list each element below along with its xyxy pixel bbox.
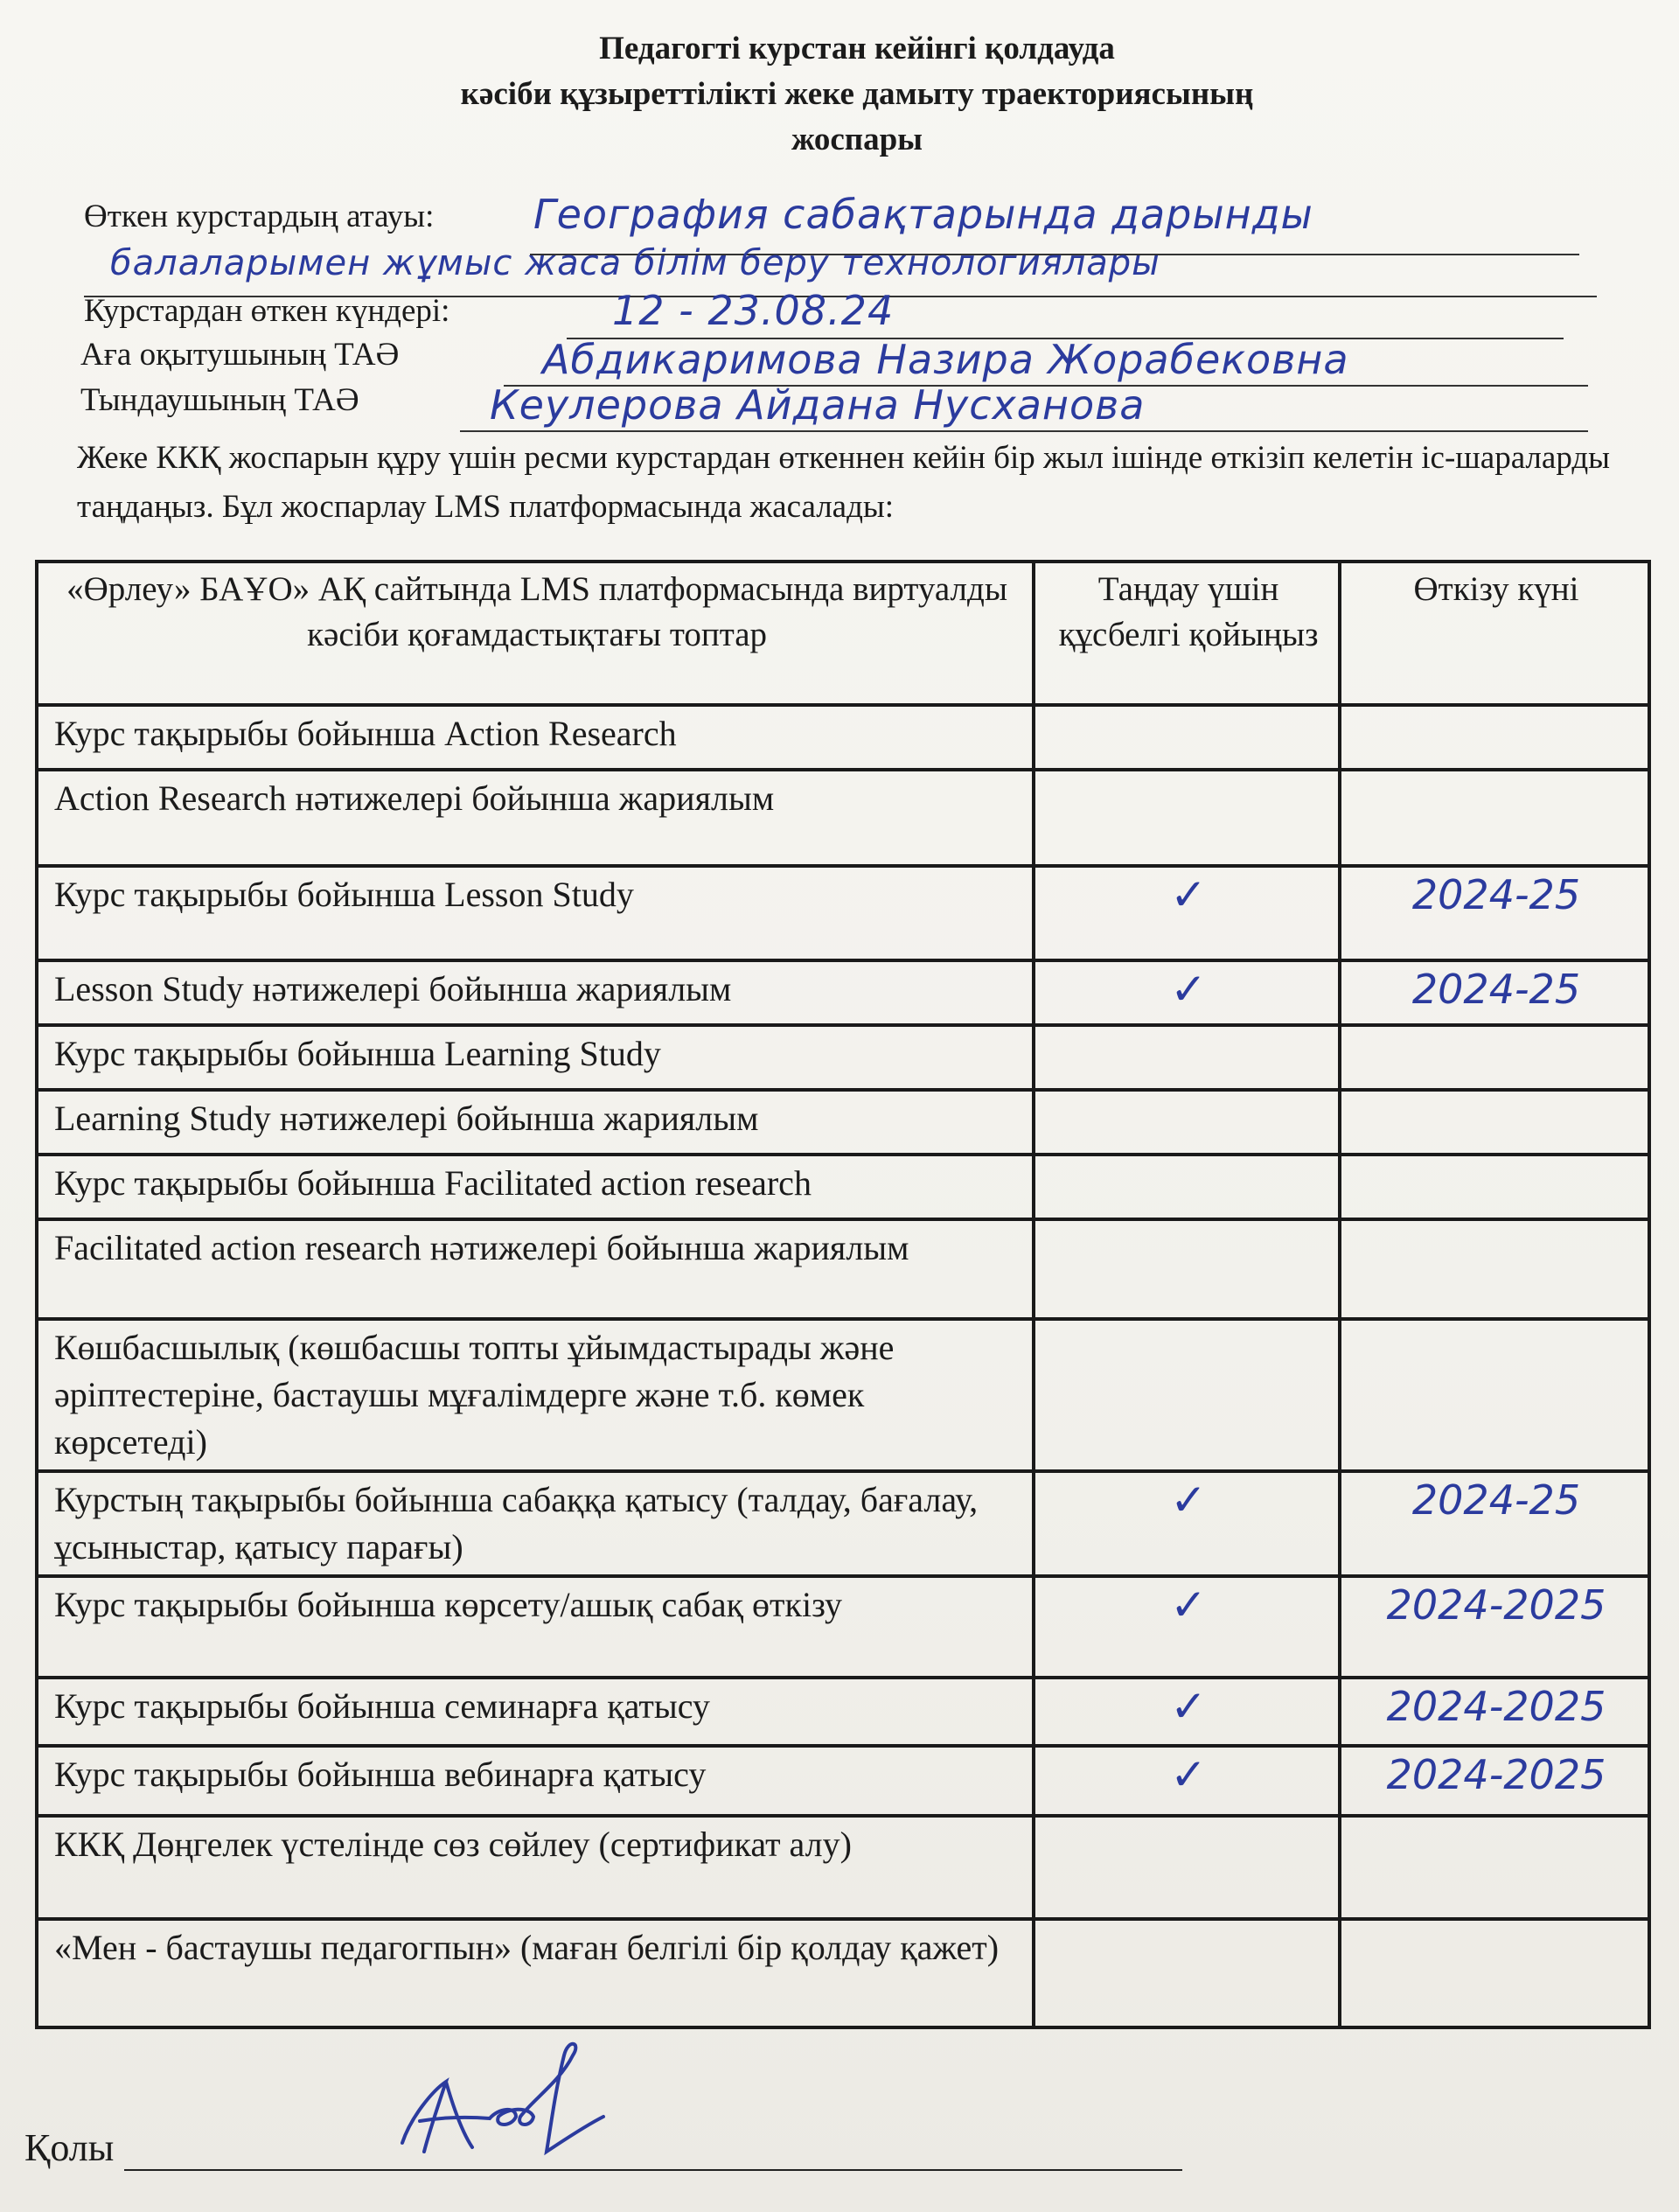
header-activity: «Өрлеу» БАҰО» АҚ сайтында LMS платформасында виртуалды кәсіби қоғамдастықтағы топтар [37,562,1034,705]
checkmark-cell [1034,770,1340,866]
checkmark-cell: ✓ [1034,1678,1340,1746]
table-row [37,866,1649,960]
activity-cell: Курс тақырыбы бойынша семинарға қатысу [37,1678,1034,1746]
checkmark-cell: ✓ [1034,960,1340,1025]
date-cell [1340,1025,1649,1090]
date-cell: 2024-2025 [1340,1678,1649,1746]
listener-name-value: Кеулерова Айдана Нусханова [490,381,1146,429]
table-row [37,1090,1649,1155]
table-row [37,705,1649,770]
activity-cell: Курс тақырыбы бойынша Lesson Study [37,866,1034,960]
activity-cell: Курс тақырыбы бойынша Learning Study [37,1025,1034,1090]
checkmark-cell: ✓ [1034,1746,1340,1816]
table-row [37,1816,1649,1919]
date-cell [1340,1155,1649,1219]
checkmark-cell: ✓ [1034,1471,1340,1576]
course-name-value-line-1: География сабақтарында дарынды [533,191,1313,238]
course-dates-value: 12 - 23.08.24 [612,287,895,334]
checkmark-cell [1034,1816,1340,1919]
activity-cell: Facilitated action research нәтижелері бойынша жариялым [37,1219,1034,1319]
activity-cell: Курс тақырыбы бойынша вебинарға қатысу [37,1746,1034,1816]
course-name-value-line-2: балаларымен жұмыс жаса білім беру технологиялары [110,243,1160,283]
trainer-name-value: Абдикаримова Назира Жорабековна [542,336,1349,383]
checkmark-cell [1034,1025,1340,1090]
title-line-3: жоспары [791,122,923,157]
activity-cell: Learning Study нәтижелері бойынша жариялым [37,1090,1034,1155]
signature-label: Қолы [24,2126,115,2169]
instruction-text: Жеке ККҚ жоспарын құру үшін ресми курстардан өткеннен кейін бір жыл ішінде өткізіп келетін іс-шараларды таңдаңыз. Бұл жоспарлау LMS платформасында жасалады: [77,440,1611,525]
date-cell [1340,1816,1649,1919]
date-cell: 2024-25 [1340,1471,1649,1576]
date-cell [1340,770,1649,866]
table-row [37,1576,1649,1678]
checkmark-cell: ✓ [1034,1576,1340,1678]
table-row [37,1471,1649,1576]
activity-plan-table [35,560,1651,2029]
checkmark-cell [1034,1090,1340,1155]
activity-cell: ККҚ Дөңгелек үстелінде сөз сөйлеу (сертификат алу) [37,1816,1034,1919]
header-date: Өткізу күні [1340,562,1649,705]
title-line-1: Педагогті курстан кейінгі қолдауда [599,31,1115,66]
table-row [37,1678,1649,1746]
date-cell [1340,1919,1649,2027]
listener-name-label: Тындаушының ТАӘ [80,382,359,418]
date-cell: 2024-25 [1340,866,1649,960]
activity-cell: Көшбасшылық (көшбасшы топты ұйымдастырады және әріптестеріне, бастаушы мұғалімдерге және т.б. көмек көрсетеді) [37,1319,1034,1471]
date-cell [1340,1319,1649,1471]
header-checkbox: Таңдау үшін құсбелгі қойыңыз [1034,562,1340,705]
checkmark-cell [1034,1319,1340,1471]
signature-mark [385,2029,630,2169]
checkmark-cell [1034,1919,1340,2027]
date-cell: 2024-2025 [1340,1746,1649,1816]
checkmark-cell [1034,1219,1340,1319]
table-row [37,1319,1649,1471]
trainer-name-label: Аға оқытушының ТАӘ [80,337,400,373]
activity-cell: Action Research нәтижелері бойынша жариялым [37,770,1034,866]
activity-cell: «Мен - бастаушы педагогпын» (маған белгілі бір қолдау қажет) [37,1919,1034,2027]
checkmark-cell [1034,705,1340,770]
date-cell [1340,1219,1649,1319]
activity-cell: Курс тақырыбы бойынша Facilitated action research [37,1155,1034,1219]
title-line-2: кәсіби құзыреттілікті жеке дамыту траекториясының [460,76,1254,112]
table-row [37,1219,1649,1319]
table-row [37,1746,1649,1816]
checkmark-cell: ✓ [1034,866,1340,960]
course-name-label: Өткен курстардың атауы: [84,199,435,234]
table-row [37,960,1649,1025]
table-row [37,770,1649,866]
date-cell [1340,705,1649,770]
table-row [37,1155,1649,1219]
activity-cell: Курс тақырыбы бойынша көрсету/ашық сабақ өткізу [37,1576,1034,1678]
checkmark-cell [1034,1155,1340,1219]
activity-cell: Курстың тақырыбы бойынша сабаққа қатысу (талдау, бағалау, ұсыныстар, қатысу парағы) [37,1471,1034,1576]
signature-line [124,2169,1182,2171]
date-cell [1340,1090,1649,1155]
course-dates-label: Курстардан өткен күндері: [84,293,450,329]
table-row [37,1919,1649,2027]
activity-cell: Lesson Study нәтижелері бойынша жариялым [37,960,1034,1025]
date-cell: 2024-25 [1340,960,1649,1025]
date-cell: 2024-2025 [1340,1576,1649,1678]
activity-cell: Курс тақырыбы бойынша Action Research [37,705,1034,770]
document-title [0,26,1679,163]
table-row [37,1025,1649,1090]
table-header-row [37,562,1649,705]
listener-name-underline [460,430,1588,432]
